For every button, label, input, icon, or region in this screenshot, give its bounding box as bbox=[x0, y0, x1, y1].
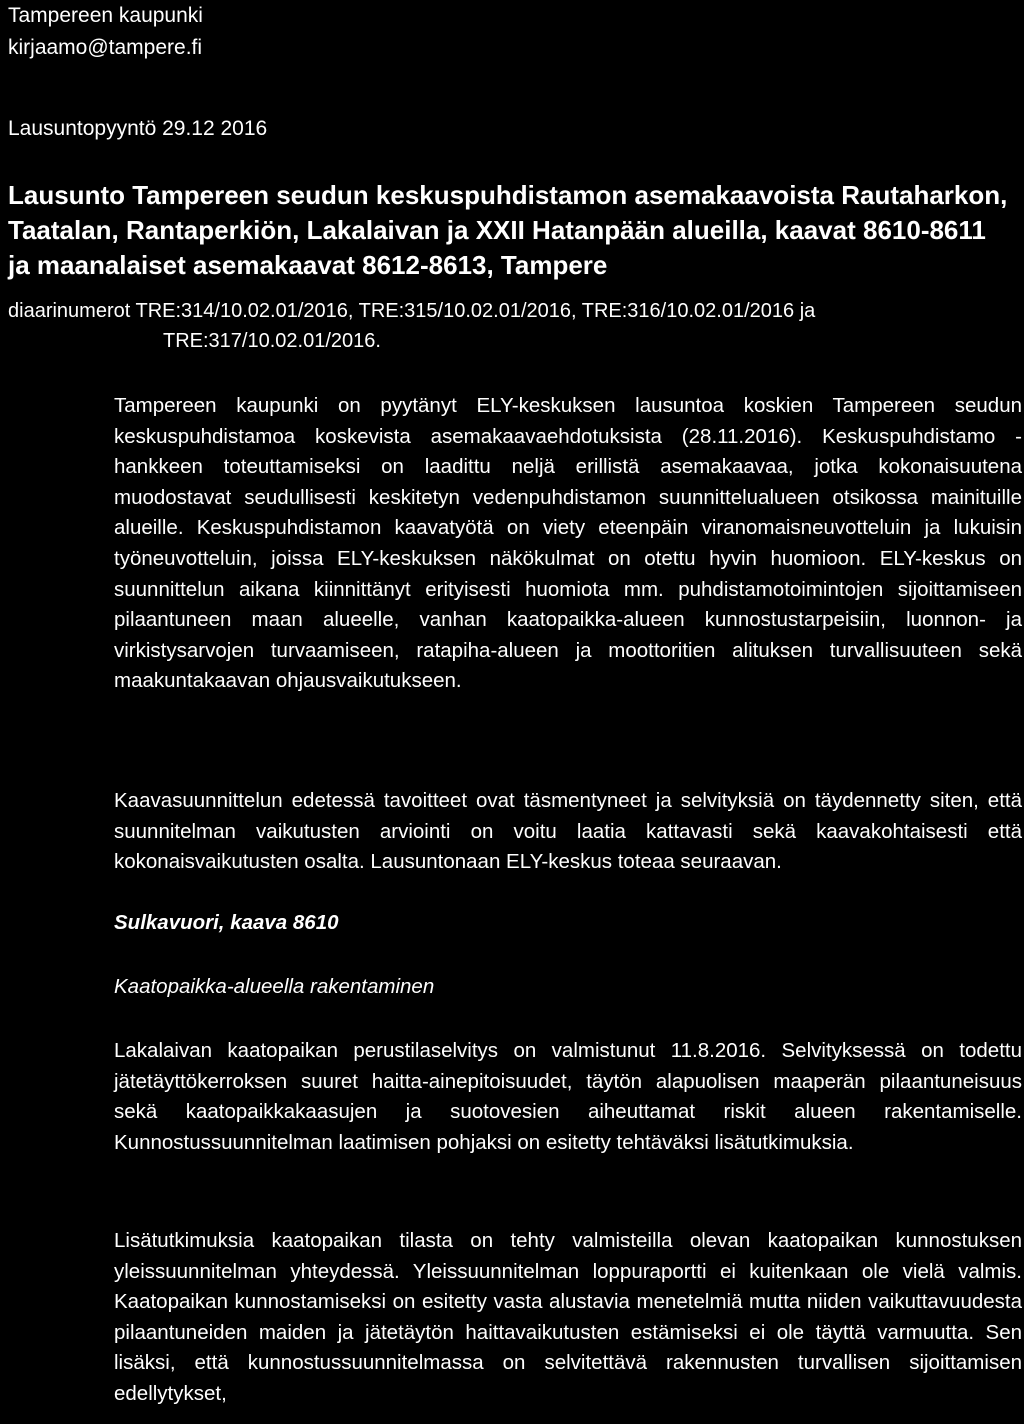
request-date: Lausuntopyyntö 29.12 2016 bbox=[8, 117, 268, 140]
document-title: Lausunto Tampereen seudun keskuspuhdistamon asemakaavoista Rautaharkon, Taatalan, Rantaperkiön, Lakalaivan ja XXII Hatanpään alueilla, kaavat 8610-8611 ja maanalaiset asemakaavat 8612-8613, Tampere bbox=[8, 180, 1008, 280]
subsection-heading: Kaatopaikka-alueella rakentaminen bbox=[114, 975, 435, 998]
intro-paragraph: Tampereen kaupunki on pyytänyt ELY-keskuksen lausuntoa koskien Tampereen seudun keskuspuhdistamoa koskevista asemakaavaehdotuksista (28.11.2016). Keskuspuhdistamo -hankkeen toteuttamiseksi on laadittu neljä erillistä asemakaavaa, jotka kokonaisuutena muodostavat seudullisesti keskitetyn vedenpuhdistamon suunnittelualueen otsikossa mainituille alueille. Keskuspuhdistamon kaavatyötä on viety eteenpäin viranomaisneuvotteluin ja lukuisin työneuvotteluin, joissa ELY-keskuksen näkökulmat on otettu hyvin huomioon. ELY-keskus on suunnittelun aikana kiinnittänyt erityisesti huomiota mm. puhdistamotoimintojen sijoittamiseen pilaantuneen maan alueelle, vanhan kaatopaikka-alueen kunnostustarpeisiin, luonnon- ja virkistysarvojen turvaamiseen, ratapiha-alueen ja moottoritien alituksen turvallisuuteen sekä maakuntakaavan ohjausvaikutukseen. bbox=[114, 394, 1022, 693]
diary-line-2: TRE:317/10.02.01/2016. bbox=[163, 330, 381, 352]
diary-line-1: diaarinumerot TRE:314/10.02.01/2016, TRE:315/10.02.01/2016, TRE:316/10.02.01/2016 ja bbox=[8, 300, 816, 322]
fourth-paragraph: Lisätutkimuksia kaatopaikan tilasta on tehty valmisteilla olevan kaatopaikan kunnostuksen yleissuunnitelman yhteydessä. Yleissuunnitelman loppuraportti ei kuitenkaan ole vielä valmis. Kaatopaikan kunnostamiseksi on esitetty vasta alustavia menetelmiä mutta niiden vaikuttavuudesta pilaantuneiden maiden ja jätetäytön haittavaikutusten estämiseksi ei ole täyttä varmuutta. Sen lisäksi, että kunnostussuunnitelmassa on selvitettävä rakennusten turvallisen sijoittamisen edellytykset, bbox=[114, 1229, 1022, 1405]
recipient-email: kirjaamo@tampere.fi bbox=[8, 36, 203, 59]
second-paragraph: Kaavasuunnittelun edetessä tavoitteet ovat täsmentyneet ja selvityksiä on täydennetty siten, että suunnitelman vaikutusten arviointi on voitu laatia kattavasti sekä kaavakohtaisesti että kokonaisvaikutusten osalta. Lausuntonaan ELY-keskus toteaa seuraavan. bbox=[114, 789, 1022, 874]
diary-numbers bbox=[8, 296, 1018, 356]
third-paragraph: Lakalaivan kaatopaikan perustilaselvitys on valmistunut 11.8.2016. Selvityksessä on todettu jätetäyttökerroksen suuret haitta-ainepitoisuudet, täytön alapuolisen maaperän pilaantuneisuus sekä kaatopaikkakaasujen ja suotovesien aiheuttamat riskit alueen rakentamiselle. Kunnostussuunnitelman laatimisen pohjaksi on esitetty tehtäväksi lisätutkimuksia. bbox=[114, 1039, 1022, 1154]
letter-header bbox=[8, 0, 203, 64]
section-heading: Sulkavuori, kaava 8610 bbox=[114, 911, 339, 934]
recipient-org: Tampereen kaupunki bbox=[8, 4, 203, 27]
